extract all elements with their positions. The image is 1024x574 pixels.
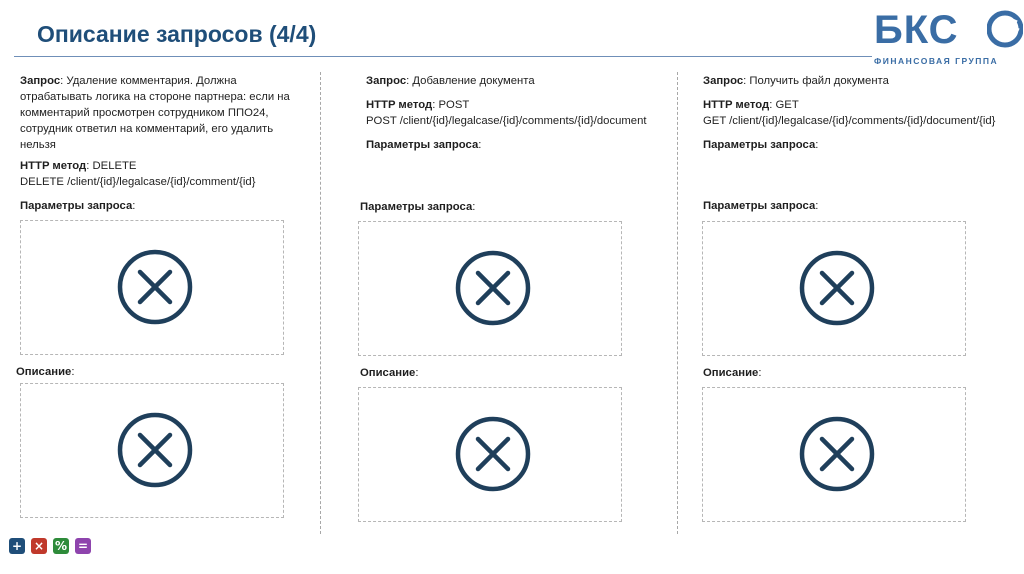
description-label: Описание <box>703 367 759 379</box>
missing-image-icon <box>117 249 193 325</box>
page-title: Описание запросов (4/4) <box>37 21 317 47</box>
method-label: HTTP метод <box>20 160 87 172</box>
params-colon: : <box>478 139 482 151</box>
params-label: Параметры запроса <box>360 201 473 213</box>
column-separator <box>320 72 321 534</box>
method-value: : DELETE <box>86 160 137 172</box>
params-colon: : <box>815 200 819 212</box>
request-text: : Удаление комментария. Должна отрабатывать логика на стороне партнера: если на комментарий просмотрен сотрудником ППО24, сотрудник ответил на комментарий, его удалить нельзя <box>20 75 290 151</box>
logo-subtitle: ФИНАНСОВАЯ ГРУППА <box>874 56 999 66</box>
description-heading <box>16 366 74 378</box>
params-label: Параметры запроса <box>703 139 816 151</box>
request-text: : Получить файл документа <box>743 75 889 87</box>
request-text: : Добавление документа <box>406 75 535 87</box>
endpoint: DELETE /client/{id}/legalcase/{id}/comment/{id} <box>20 176 256 188</box>
missing-image-icon <box>799 250 875 326</box>
params-heading <box>360 201 475 213</box>
endpoint: POST /client/{id}/legalcase/{id}/comments/{id}/document <box>366 115 647 127</box>
description-image-placeholder <box>702 387 966 522</box>
description-heading <box>360 367 418 379</box>
params-colon: : <box>472 201 476 213</box>
request-column-delete-comment <box>20 73 310 153</box>
viewer-toolbar <box>9 538 91 554</box>
params-heading <box>703 139 818 151</box>
method-value: : GET <box>769 99 799 111</box>
method-block <box>703 97 1023 129</box>
description-colon: : <box>758 367 762 379</box>
method-block <box>20 158 320 190</box>
description-image-placeholder <box>20 383 284 518</box>
params-colon: : <box>132 200 136 212</box>
description-heading <box>703 367 761 379</box>
params-image-placeholder <box>358 221 622 356</box>
request-column-get-document-file <box>703 73 1023 89</box>
missing-image-icon <box>799 416 875 492</box>
method-label: HTTP метод <box>366 99 433 111</box>
params-image-placeholder <box>20 220 284 355</box>
method-value: : POST <box>432 99 470 111</box>
params-heading <box>20 200 135 212</box>
request-column-add-document <box>366 73 676 89</box>
column-separator <box>677 72 678 534</box>
title-divider <box>14 56 872 57</box>
method-block <box>366 97 676 129</box>
description-label: Описание <box>360 367 416 379</box>
logo-letters: БКС <box>874 8 959 52</box>
description-colon: : <box>71 366 75 378</box>
params-label: Параметры запроса <box>703 200 816 212</box>
times-icon[interactable]: × <box>31 538 47 554</box>
request-description <box>20 73 310 153</box>
logo-globe-icon <box>987 10 1023 48</box>
endpoint: GET /client/{id}/legalcase/{id}/comments/{id}/document/{id} <box>703 115 996 127</box>
percent-icon[interactable]: % <box>54 539 68 553</box>
request-description <box>366 73 676 89</box>
description-image-placeholder <box>358 387 622 522</box>
params-label: Параметры запроса <box>366 139 479 151</box>
request-label: Запрос <box>703 75 744 87</box>
description-colon: : <box>415 367 419 379</box>
equals-icon[interactable]: = <box>75 538 91 554</box>
params-heading <box>703 200 818 212</box>
params-label: Параметры запроса <box>20 200 133 212</box>
missing-image-icon <box>455 416 531 492</box>
request-label: Запрос <box>20 75 61 87</box>
params-colon: : <box>815 139 819 151</box>
method-label: HTTP метод <box>703 99 770 111</box>
params-image-placeholder <box>702 221 966 356</box>
bks-logo <box>872 8 1022 68</box>
description-label: Описание <box>16 366 72 378</box>
missing-image-icon <box>117 412 193 488</box>
request-label: Запрос <box>366 75 407 87</box>
request-description <box>703 73 1023 89</box>
missing-image-icon <box>455 250 531 326</box>
plus-icon[interactable]: + <box>9 538 25 554</box>
params-heading <box>366 139 481 151</box>
